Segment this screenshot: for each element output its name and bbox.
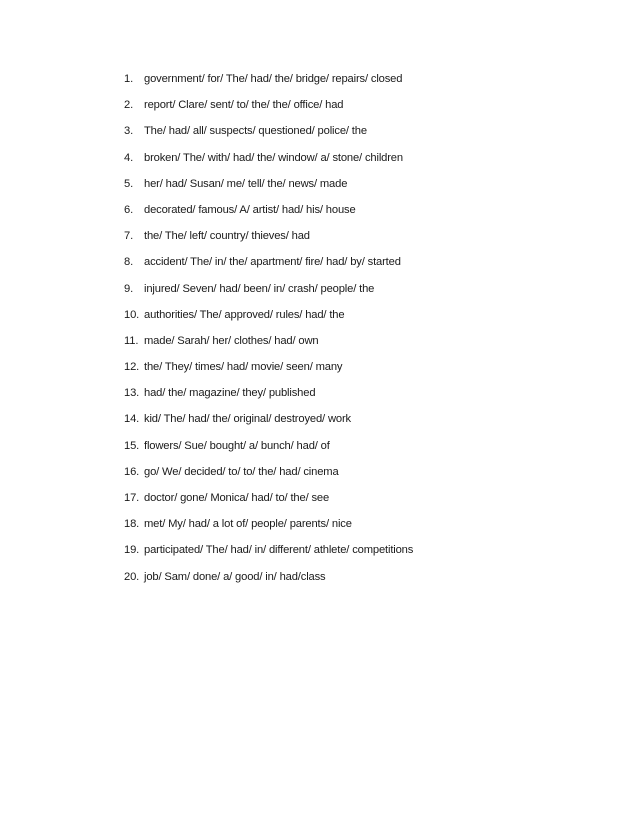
scrambled-words: had/ the/ magazine/ they/ published (144, 387, 316, 400)
item-number: 16. (124, 465, 140, 478)
list-item (124, 177, 604, 203)
item-number: 3. (124, 125, 134, 138)
item-number: 2. (124, 99, 134, 112)
item-number: 13. (124, 387, 140, 400)
scrambled-words: flowers/ Sue/ bought/ a/ bunch/ had/ of (144, 439, 330, 452)
list-item (124, 282, 604, 308)
scrambled-words: participated/ The/ had/ in/ different/ athlete/ competitions (144, 544, 414, 557)
list-item (124, 412, 604, 438)
list-item (124, 255, 604, 281)
list-item (124, 308, 604, 334)
scrambled-words: report/ Clare/ sent/ to/ the/ the/ office/ had (144, 99, 344, 112)
scrambled-words: made/ Sarah/ her/ clothes/ had/ own (144, 334, 319, 347)
scrambled-words: injured/ Seven/ had/ been/ in/ crash/ people/ the (144, 282, 375, 295)
scrambled-words: job/ Sam/ done/ a/ good/ in/ had/class (144, 570, 326, 583)
list-item (124, 543, 604, 569)
scrambled-words: authorities/ The/ approved/ rules/ had/ the (144, 308, 345, 321)
item-number: 1. (124, 73, 134, 85)
scrambled-words: The/ had/ all/ suspects/ questioned/ police/ the (144, 125, 367, 138)
scrambled-words: accident/ The/ in/ the/ apartment/ fire/ had/ by/ started (144, 256, 401, 269)
item-number: 14. (124, 413, 140, 426)
scrambled-words: the/ They/ times/ had/ movie/ seen/ many (144, 361, 343, 374)
list-item (124, 570, 604, 596)
item-number: 12. (124, 361, 140, 374)
item-number: 15. (124, 439, 140, 452)
item-number: 9. (124, 282, 134, 295)
scrambled-words: met/ My/ had/ a lot of/ people/ parents/ nice (144, 518, 352, 531)
item-number: 4. (124, 151, 134, 164)
list-item (124, 124, 604, 150)
list-item (124, 151, 604, 177)
list-item (124, 517, 604, 543)
list-item (124, 491, 604, 517)
scrambled-words: government/ for/ The/ had/ the/ bridge/ repairs/ closed (144, 73, 403, 85)
item-number: 7. (124, 230, 134, 243)
list-item (124, 334, 604, 360)
scrambled-words: doctor/ gone/ Monica/ had/ to/ the/ see (144, 492, 330, 504)
scrambled-words: broken/ The/ with/ had/ the/ window/ a/ stone/ children (144, 151, 403, 164)
list-item (124, 360, 604, 386)
list-item (124, 229, 604, 255)
item-number: 18. (124, 518, 140, 531)
item-number: 6. (124, 203, 134, 216)
item-number: 5. (124, 177, 134, 190)
list-item (124, 98, 604, 124)
scrambled-sentences-list (124, 72, 604, 596)
list-item (124, 72, 604, 98)
item-number: 19. (124, 544, 140, 557)
item-number: 17. (124, 492, 140, 504)
scrambled-words: kid/ The/ had/ the/ original/ destroyed/ work (144, 413, 351, 426)
scrambled-words: decorated/ famous/ A/ artist/ had/ his/ house (144, 203, 356, 216)
item-number: 20. (124, 570, 140, 583)
scrambled-words: her/ had/ Susan/ me/ tell/ the/ news/ made (144, 177, 348, 190)
item-number: 8. (124, 256, 134, 269)
list-item (124, 203, 604, 229)
list-item (124, 386, 604, 412)
list-item (124, 465, 604, 491)
list-item (124, 439, 604, 465)
scrambled-words: go/ We/ decided/ to/ to/ the/ had/ cinema (144, 465, 339, 478)
scrambled-words: the/ The/ left/ country/ thieves/ had (144, 230, 310, 243)
item-number: 11. (124, 334, 139, 347)
item-number: 10. (124, 308, 140, 321)
